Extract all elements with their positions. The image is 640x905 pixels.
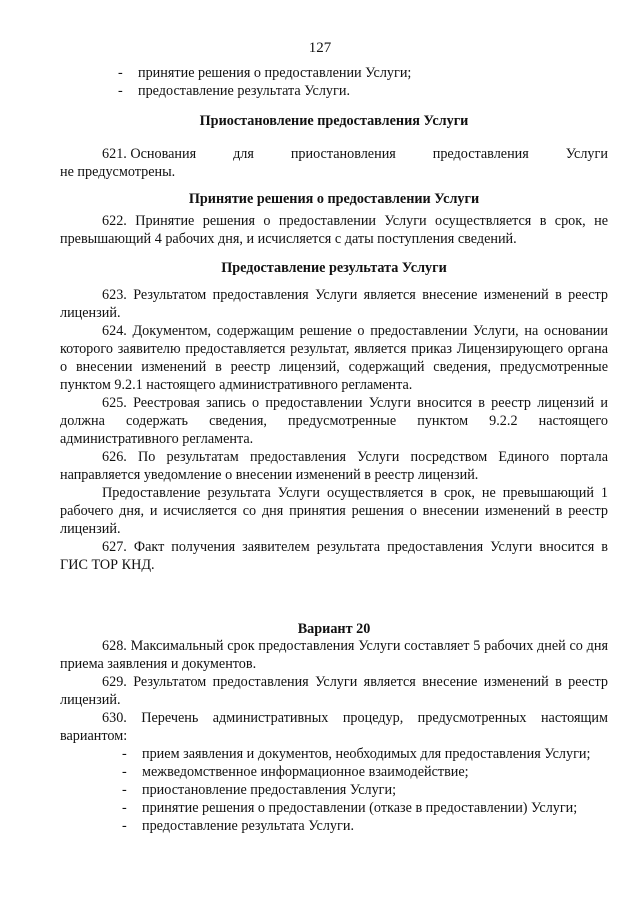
result-section [60, 286, 608, 574]
top-bullet-list [60, 64, 608, 100]
paragraph-621 [60, 145, 608, 181]
paragraph-628: 628. Максимальный срок предоставления Услуги составляет 5 рабочих дней со дня приема заявления и документов. [60, 638, 608, 672]
heading-suspension: Приостановление предоставления Услуги [199, 113, 469, 129]
list-item: - межведомственное информационное взаимодействие; [122, 764, 469, 780]
list-item: - принятие решения о предоставлении (отказе в предоставлении) Услуги; [122, 800, 578, 816]
heading-decision: Принятие решения о предоставлении Услуги [188, 191, 480, 207]
p621-word: Услуги [565, 146, 608, 162]
paragraph-626-term: Предоставление результата Услуги осуществляется в срок, не превышающий 1 рабочего дня, и исчисляется со дня принятия решения о внесении изменений в реестр лицензий. [60, 485, 608, 537]
paragraph-625: 625. Реестровая запись о предоставлении Услуги вносится в реестр лицензий и должна содержать сведения, предусмотренные пунктом 9.2.2 настоящего административного регламента. [60, 395, 608, 447]
heading-result: Предоставление результата Услуги [221, 260, 447, 276]
variant-section [60, 637, 608, 835]
paragraph-624: 624. Документом, содержащим решение о предоставлении Услуги, на основании которого заявителю предоставляется результат, является приказ Лицензирующего органа о внесении изменений в реестр лицензий, содержащий сведения, предусмотренные пунктом 9.2.1 настоящего административного регламента. [60, 323, 608, 393]
list-item: - приостановление предоставления Услуги; [122, 782, 397, 798]
p621-word: для [233, 146, 254, 162]
p621-word: 621. Основания [102, 146, 197, 162]
heading-variant: Вариант 20 [297, 621, 371, 637]
p622-text: 622. Принятие решения о предоставлении Услуги осуществляется в срок, не превышающий 4 рабочих дня, и исчисляется с даты поступления сведений. [60, 213, 608, 247]
p621-word: приостановления [290, 146, 396, 162]
paragraph-627: 627. Факт получения заявителем результата предоставления Услуги вносится в ГИС ТОР КНД. [60, 539, 608, 573]
p621-rest: не предусмотрены. [60, 164, 176, 180]
paragraph-626: 626. По результатам предоставления Услуги посредством Единого портала направляется уведомление о внесении изменений в реестр лицензий. [60, 449, 608, 483]
list-item-text: принятие решения о предоставлении (отказе в предоставлении) Услуги; [142, 800, 578, 816]
list-item-text: предоставление результата Услуги. [142, 818, 354, 834]
list-item: - прием заявления и документов, необходимых для предоставления Услуги; [122, 746, 591, 762]
list-item-text: межведомственное информационное взаимодействие; [142, 764, 469, 780]
p621-word: предоставления [432, 146, 529, 162]
list-item-text: приостановление предоставления Услуги; [142, 782, 397, 798]
paragraph-623: 623. Результатом предоставления Услуги является внесение изменений в реестр лицензий. [60, 287, 608, 321]
list-item-text: принятие решения о предоставлении Услуги; [138, 65, 412, 81]
page-number: 127 [308, 40, 332, 56]
list-item-text: прием заявления и документов, необходимых для предоставления Услуги; [142, 746, 591, 762]
list-item: - принятие решения о предоставлении Услуги; [118, 65, 412, 81]
paragraph-622 [60, 212, 608, 248]
list-item-text: предоставление результата Услуги. [138, 83, 350, 99]
list-item: - предоставление результата Услуги. [122, 818, 354, 834]
paragraph-629: 629. Результатом предоставления Услуги является внесение изменений в реестр лицензий. [60, 674, 608, 708]
list-item: - предоставление результата Услуги. [118, 83, 350, 99]
paragraph-630: 630. Перечень административных процедур, предусмотренных настоящим вариантом: [60, 710, 608, 744]
